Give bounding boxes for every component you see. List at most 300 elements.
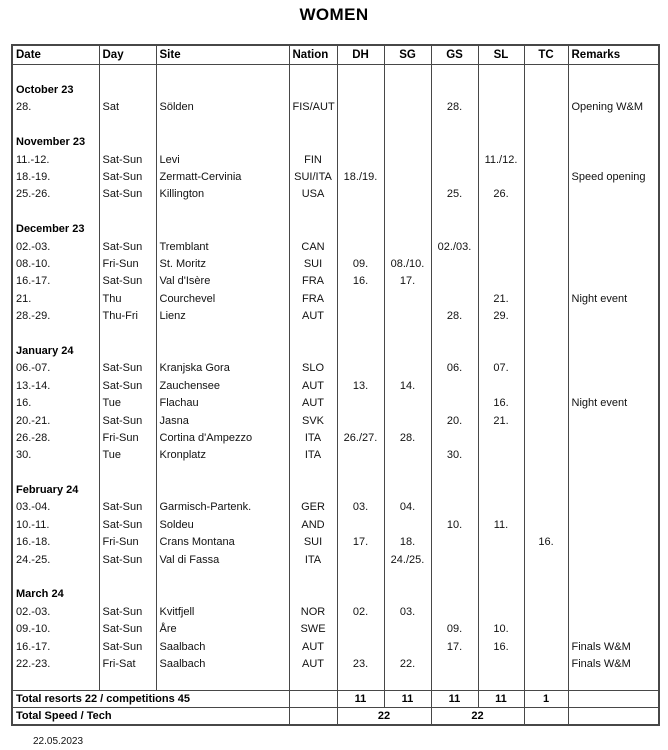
cell-date: 16.-17. [12, 273, 99, 290]
event-row [12, 307, 659, 324]
empty-cell [156, 64, 289, 81]
spacer-row [12, 203, 659, 220]
empty-cell [431, 481, 478, 498]
empty-cell [156, 481, 289, 498]
cell-sg [384, 516, 431, 533]
cell-site: Zermatt-Cervinia [156, 168, 289, 185]
cell-tc [524, 394, 568, 411]
empty-cell [12, 568, 99, 585]
section-month-row [12, 81, 659, 98]
page-title: WOMEN [299, 5, 369, 24]
cell-sg: 24./25. [384, 551, 431, 568]
empty-cell [289, 116, 337, 133]
empty-cell [568, 586, 659, 603]
cell-date: 21. [12, 290, 99, 307]
total-speed-tech-label: Total Speed / Tech [12, 707, 289, 724]
cell-sg: 14. [384, 377, 431, 394]
cell-remarks [568, 499, 659, 516]
empty-cell [12, 64, 99, 81]
cell-sg [384, 307, 431, 324]
cell-gs: 10. [431, 516, 478, 533]
cell-sl: 26. [478, 186, 524, 203]
empty-cell [156, 134, 289, 151]
footer-date: 22.05.2023 [33, 736, 84, 747]
cell-remarks [568, 360, 659, 377]
empty-cell [12, 673, 99, 690]
cell-sg [384, 412, 431, 429]
cell-day: Thu [99, 290, 156, 307]
cell-date: 08.-10. [12, 255, 99, 272]
cell-gs [431, 603, 478, 620]
empty-cell [337, 464, 384, 481]
cell-date: 03.-04. [12, 499, 99, 516]
empty-cell [524, 673, 568, 690]
cell-day: Sat-Sun [99, 377, 156, 394]
cell-date: 24.-25. [12, 551, 99, 568]
cell-day: Sat-Sun [99, 603, 156, 620]
empty-cell [337, 586, 384, 603]
empty-cell [12, 325, 99, 342]
cell-site: Courchevel [156, 290, 289, 307]
col-header-sg: SG [384, 45, 431, 64]
empty-cell [337, 203, 384, 220]
empty-cell [337, 134, 384, 151]
cell-dh [337, 638, 384, 655]
cell-sl [478, 99, 524, 116]
cell-sl: 10. [478, 621, 524, 638]
cell-sl: 16. [478, 638, 524, 655]
empty-cell [478, 134, 524, 151]
cell-day: Sat-Sun [99, 551, 156, 568]
cell-date: 28.-29. [12, 307, 99, 324]
cell-site: Saalbach [156, 638, 289, 655]
cell-remarks [568, 534, 659, 551]
empty-cell [99, 203, 156, 220]
empty-cell [289, 81, 337, 98]
cell-gs: 02./03. [431, 238, 478, 255]
cell-date: 16.-18. [12, 534, 99, 551]
empty-cell [337, 64, 384, 81]
event-row [12, 186, 659, 203]
cell-site: Saalbach [156, 655, 289, 672]
empty-cell [99, 673, 156, 690]
cell-gs [431, 394, 478, 411]
empty-cell [524, 342, 568, 359]
cell-date: 16.-17. [12, 638, 99, 655]
cell-remarks: Speed opening [568, 168, 659, 185]
cell-dh [337, 551, 384, 568]
cell-tc [524, 447, 568, 464]
cell-nation: AUT [289, 638, 337, 655]
cell-sg [384, 290, 431, 307]
cell-tc [524, 255, 568, 272]
empty-cell [99, 342, 156, 359]
cell-gs [431, 534, 478, 551]
cell-sl: 11./12. [478, 151, 524, 168]
cell-sl [478, 534, 524, 551]
section-month-label: January 24 [12, 342, 99, 359]
cell-sg [384, 99, 431, 116]
cell-sl [478, 255, 524, 272]
cell-nation: SWE [289, 621, 337, 638]
cell-remarks: Night event [568, 290, 659, 307]
cell-nation: USA [289, 186, 337, 203]
cell-tc [524, 516, 568, 533]
cell-tc [524, 290, 568, 307]
empty-cell [156, 673, 289, 690]
cell-dh [337, 99, 384, 116]
cell-sg: 04. [384, 499, 431, 516]
cell-nation: FIS/AUT [289, 99, 337, 116]
cell-nation: SUI [289, 534, 337, 551]
event-row [12, 99, 659, 116]
cell-day: Fri-Sun [99, 534, 156, 551]
empty-cell [478, 81, 524, 98]
cell-site: Lienz [156, 307, 289, 324]
cell-nation: SUI/ITA [289, 168, 337, 185]
cell-dh [337, 238, 384, 255]
cell-remarks [568, 429, 659, 446]
empty-cell [337, 342, 384, 359]
cell-gs [431, 290, 478, 307]
cell-sl [478, 238, 524, 255]
empty-cell [99, 464, 156, 481]
empty-cell [431, 325, 478, 342]
table-header-row [12, 45, 659, 64]
total-sg: 11 [384, 690, 431, 707]
spacer-row [12, 116, 659, 133]
empty-cell [568, 325, 659, 342]
event-row [12, 273, 659, 290]
cell-dh: 17. [337, 534, 384, 551]
spacer-row [12, 673, 659, 690]
empty-cell [568, 116, 659, 133]
empty-cell [478, 203, 524, 220]
cell-tc: 16. [524, 534, 568, 551]
empty-cell [12, 203, 99, 220]
empty-cell [568, 81, 659, 98]
cell-gs: 09. [431, 621, 478, 638]
empty-cell [289, 481, 337, 498]
empty-cell [156, 325, 289, 342]
cell-site: Crans Montana [156, 534, 289, 551]
cell-remarks [568, 516, 659, 533]
cell-dh: 18./19. [337, 168, 384, 185]
cell-gs [431, 273, 478, 290]
cell-dh: 09. [337, 255, 384, 272]
cell-site: Kronplatz [156, 447, 289, 464]
cell-gs: 17. [431, 638, 478, 655]
col-header-dh: DH [337, 45, 384, 64]
cell-day: Tue [99, 447, 156, 464]
cell-nation: ITA [289, 551, 337, 568]
cell-tc [524, 638, 568, 655]
cell-sl [478, 603, 524, 620]
cell-nation: SLO [289, 360, 337, 377]
empty-cell [99, 325, 156, 342]
event-row [12, 516, 659, 533]
section-month-label: October 23 [12, 81, 99, 98]
event-row [12, 638, 659, 655]
total-speed-tech-row [12, 707, 659, 724]
empty-cell [478, 568, 524, 585]
section-month-row [12, 221, 659, 238]
empty-cell [524, 586, 568, 603]
cell-gs [431, 255, 478, 272]
section-month-row [12, 134, 659, 151]
cell-day: Fri-Sun [99, 255, 156, 272]
cell-sg [384, 638, 431, 655]
empty-cell [384, 464, 431, 481]
empty-cell [156, 203, 289, 220]
cell-tc [524, 151, 568, 168]
cell-site: Kranjska Gora [156, 360, 289, 377]
cell-date: 20.-21. [12, 412, 99, 429]
empty-cell [384, 81, 431, 98]
cell-sl: 21. [478, 412, 524, 429]
empty-cell [431, 342, 478, 359]
col-header-date: Date [12, 45, 99, 64]
cell-date: 28. [12, 99, 99, 116]
cell-day: Fri-Sun [99, 429, 156, 446]
empty-cell [289, 134, 337, 151]
cell-tc [524, 655, 568, 672]
cell-nation: AUT [289, 307, 337, 324]
cell-tc [524, 99, 568, 116]
cell-date: 02.-03. [12, 603, 99, 620]
cell-date: 30. [12, 447, 99, 464]
cell-site: Killington [156, 186, 289, 203]
cell-day: Sat-Sun [99, 621, 156, 638]
empty-cell [524, 116, 568, 133]
total-resorts-row [12, 690, 659, 707]
cell-day: Thu-Fri [99, 307, 156, 324]
cell-remarks [568, 377, 659, 394]
cell-gs: 28. [431, 99, 478, 116]
cell-remarks [568, 551, 659, 568]
cell-dh: 16. [337, 273, 384, 290]
event-row [12, 499, 659, 516]
event-row [12, 290, 659, 307]
empty-cell [99, 134, 156, 151]
cell-date: 10.-11. [12, 516, 99, 533]
empty-cell [156, 81, 289, 98]
cell-sl [478, 273, 524, 290]
cell-remarks [568, 273, 659, 290]
event-row [12, 655, 659, 672]
empty-cell [524, 134, 568, 151]
cell-nation: SUI [289, 255, 337, 272]
cell-date: 09.-10. [12, 621, 99, 638]
cell-gs [431, 151, 478, 168]
empty-cell [568, 568, 659, 585]
spacer-row [12, 325, 659, 342]
cell-dh [337, 186, 384, 203]
event-row [12, 412, 659, 429]
empty-cell [384, 116, 431, 133]
cell-tc [524, 603, 568, 620]
cell-remarks [568, 255, 659, 272]
empty-cell [524, 64, 568, 81]
empty-cell [431, 464, 478, 481]
cell-site: Flachau [156, 394, 289, 411]
cell-tc [524, 499, 568, 516]
cell-nation: ITA [289, 447, 337, 464]
empty-cell [568, 481, 659, 498]
empty-cell [431, 81, 478, 98]
empty-cell [12, 464, 99, 481]
cell-sl [478, 447, 524, 464]
total-dh: 11 [337, 690, 384, 707]
empty-cell [337, 673, 384, 690]
empty-cell [99, 64, 156, 81]
cell-tc [524, 168, 568, 185]
cell-nation: AUT [289, 377, 337, 394]
cell-day: Tue [99, 394, 156, 411]
cell-sl [478, 551, 524, 568]
total-speed-value: 22 [337, 707, 431, 724]
cell-tc [524, 307, 568, 324]
cell-sg: 03. [384, 603, 431, 620]
empty-cell [568, 203, 659, 220]
event-row [12, 238, 659, 255]
cell-dh [337, 360, 384, 377]
empty-cell [384, 673, 431, 690]
event-row [12, 360, 659, 377]
empty-cell [384, 203, 431, 220]
section-month-row [12, 586, 659, 603]
cell-dh [337, 151, 384, 168]
spacer-row [12, 64, 659, 81]
cell-gs [431, 168, 478, 185]
cell-remarks [568, 447, 659, 464]
empty-cell [568, 134, 659, 151]
empty-cell [12, 116, 99, 133]
total-sl: 11 [478, 690, 524, 707]
section-month-label: February 24 [12, 481, 99, 498]
cell-remarks [568, 151, 659, 168]
empty-cell [337, 568, 384, 585]
empty-cell [384, 342, 431, 359]
empty-cell [99, 81, 156, 98]
cell-sl: 29. [478, 307, 524, 324]
cell-nation: AUT [289, 655, 337, 672]
cell-sg: 22. [384, 655, 431, 672]
empty-cell [478, 342, 524, 359]
spacer-row [12, 464, 659, 481]
event-row [12, 429, 659, 446]
col-header-remarks: Remarks [568, 45, 659, 64]
empty-cell [431, 221, 478, 238]
cell-gs [431, 499, 478, 516]
empty-cell [524, 203, 568, 220]
empty-cell [524, 325, 568, 342]
empty-cell [384, 586, 431, 603]
empty-cell [289, 673, 337, 690]
cell-gs [431, 377, 478, 394]
cell-day: Fri-Sat [99, 655, 156, 672]
empty-cell [478, 481, 524, 498]
empty-cell [524, 464, 568, 481]
cell-remarks [568, 412, 659, 429]
empty-cell [289, 342, 337, 359]
col-header-tc: TC [524, 45, 568, 64]
cell-sl [478, 429, 524, 446]
cell-site: Åre [156, 621, 289, 638]
cell-tc [524, 429, 568, 446]
event-row [12, 377, 659, 394]
cell-site: Sölden [156, 99, 289, 116]
empty-cell [384, 325, 431, 342]
section-month-label: November 23 [12, 134, 99, 151]
cell-day: Sat-Sun [99, 186, 156, 203]
col-header-gs: GS [431, 45, 478, 64]
cell-nation: ITA [289, 429, 337, 446]
cell-dh: 23. [337, 655, 384, 672]
cell-site: St. Moritz [156, 255, 289, 272]
event-row [12, 255, 659, 272]
cell-nation: CAN [289, 238, 337, 255]
total-tech-value: 22 [431, 707, 524, 724]
empty-cell [431, 586, 478, 603]
cell-site: Zauchensee [156, 377, 289, 394]
empty-cell [99, 568, 156, 585]
cell-gs [431, 655, 478, 672]
cell-day: Sat-Sun [99, 638, 156, 655]
empty-cell [289, 464, 337, 481]
calendar-table [11, 44, 660, 726]
cell-dh: 02. [337, 603, 384, 620]
empty-cell [337, 325, 384, 342]
cell-sg [384, 394, 431, 411]
empty-cell [289, 586, 337, 603]
section-month-row [12, 481, 659, 498]
event-row [12, 534, 659, 551]
empty-cell [524, 481, 568, 498]
empty-cell [156, 586, 289, 603]
empty-cell [431, 64, 478, 81]
cell-date: 11.-12. [12, 151, 99, 168]
event-row [12, 603, 659, 620]
cell-remarks: Opening W&M [568, 99, 659, 116]
cell-sl [478, 168, 524, 185]
empty-cell [431, 203, 478, 220]
cell-nation: FIN [289, 151, 337, 168]
cell-tc [524, 551, 568, 568]
cell-site: Cortina d'Ampezzo [156, 429, 289, 446]
total-gs: 11 [431, 690, 478, 707]
empty-cell [99, 221, 156, 238]
cell-site: Levi [156, 151, 289, 168]
empty-cell [384, 568, 431, 585]
cell-sg [384, 360, 431, 377]
col-header-site: Site [156, 45, 289, 64]
empty-cell [568, 690, 659, 707]
cell-site: Kvitfjell [156, 603, 289, 620]
cell-remarks [568, 186, 659, 203]
cell-dh [337, 447, 384, 464]
section-month-label: December 23 [12, 221, 99, 238]
cell-date: 06.-07. [12, 360, 99, 377]
cell-site: Soldeu [156, 516, 289, 533]
cell-dh [337, 290, 384, 307]
empty-cell [99, 116, 156, 133]
cell-date: 16. [12, 394, 99, 411]
cell-remarks [568, 307, 659, 324]
cell-nation: AUT [289, 394, 337, 411]
empty-cell [384, 64, 431, 81]
cell-gs: 25. [431, 186, 478, 203]
